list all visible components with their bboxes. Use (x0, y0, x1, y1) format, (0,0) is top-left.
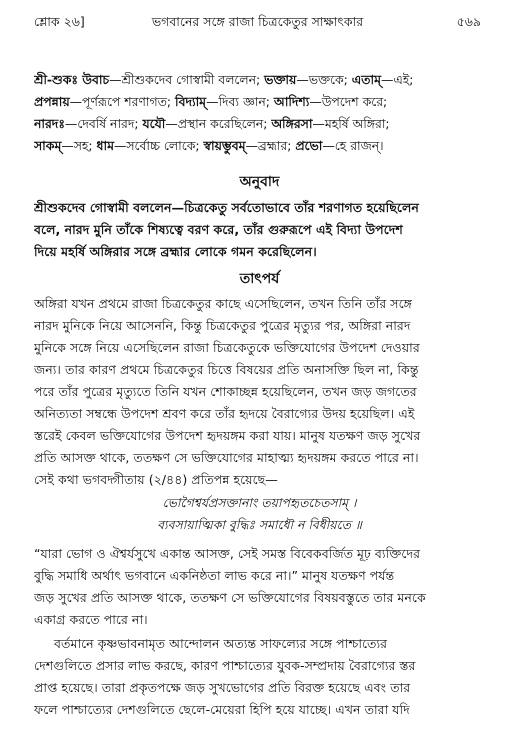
synonym-term: প্রভো (295, 138, 323, 153)
purport-line: পরে তাঁর পুত্রের মৃত্যুতে তিনি যখন শোকাচ্ছন্ন হয়েছিলেন, তখন জড় জগতের (34, 384, 417, 399)
purport-line: দেশগুলিতে প্রসার লাভ করছে, কারণ পাশ্চাত্যের যুবক-সম্প্রদায় বৈরাগ্যের স্তর (34, 658, 416, 673)
synonym-term: আদিশ্য (273, 94, 310, 109)
page-number: ৫৬৯ (456, 14, 481, 29)
purport-line: সেই কথা ভগবদ্গীতায় (২/৪৪) প্রতিপন্ন হয়েছে— (34, 472, 278, 487)
synonym-term: প্রপন্নায় (34, 94, 70, 109)
synonym-meaning: —দেবর্ষি নারদ; (64, 116, 143, 131)
synonym-meaning: —ভক্তকে; (296, 72, 352, 87)
synonym-line (34, 69, 485, 91)
synonym-term: শ্রী-শুকঃ উবাচ (34, 72, 110, 87)
synonym-meaning: —উপদেশ করে; (309, 94, 388, 109)
chapter-title: ভগবানের সঙ্গে রাজা চিত্রকেতুর সাক্ষাৎকার (151, 14, 364, 29)
synonym-meaning: —প্রস্থান করেছিলেন; (165, 116, 272, 131)
synonym-term: যযৌ (142, 116, 166, 131)
synonym-meaning: —ব্রহ্মার; (245, 138, 296, 153)
translation-heading: অনুবাদ (239, 174, 280, 190)
synonym-meaning: —হে রাজন্। (322, 138, 384, 153)
purport-line: জড় সুখের প্রতি আসক্ত থাকে, ততক্ষণ সে ভক্তিযোগের বিষয়বস্তুতে তার মনকে (34, 590, 426, 605)
purport-line: প্রতি আসক্ত থাকে, ততক্ষণ সে ভক্তিযোগের মাহাত্ম্য হৃদয়ঙ্গম করতে পারে না। (34, 450, 419, 465)
synonym-meaning: —দিব্য জ্ঞান; (206, 94, 274, 109)
running-header (34, 14, 481, 32)
purport-line: নারদ মুনিকে নিয়ে আসেননি, কিন্তু চিত্রকেতুর পুত্রের মৃত্যুর পর, অঙ্গিরা নারদ (34, 318, 411, 333)
purport-line: প্রাপ্ত হয়েছে। তারা প্রকৃতপক্ষে জড় সুখভোগের প্রতি বিরক্ত হয়েছে এবং তার (34, 680, 411, 695)
purport-line: বুদ্ধি সমাধি অর্থাৎ ভগবানে একনিষ্ঠতা লাভ করে না।” মানুষ যতক্ষণ পর্যন্ত (34, 568, 395, 583)
synonym-meaning: —সহ; (61, 138, 97, 153)
synonym-term: ভক্তায় (264, 72, 297, 87)
purport-line: বর্তমানে কৃষ্ণভাবনামৃত আন্দোলন অত্যন্ত সাফল্যের সঙ্গে পাশ্চাত্যের (34, 636, 388, 651)
synonym-line (34, 113, 485, 135)
synonym-term: সাকম্ (34, 138, 62, 153)
purport-line: অঙ্গিরা যখন প্রথমে রাজা চিত্রকেতুর কাছে এসেছিলেন, তখন তিনি তাঁর সঙ্গে (34, 296, 413, 311)
purport-line: একাগ্র করতে পারে না। (34, 612, 148, 627)
purport-line: “যারা ভোগ ও ঐশ্বর্যসুখে একান্ত আসক্ত, সেই সমস্ত বিবেকবর্জিত মূঢ় ব্যক্তিদের (34, 546, 421, 561)
synonym-term: স্বায়ম্ভুবম্ (203, 138, 246, 153)
synonym-term: এতাম্ (351, 72, 381, 87)
verse-line: ব্যবসায়াত্মিকা বুদ্ধিঃ সমাধৌ ন বিধীয়তে ॥ (157, 517, 362, 532)
synonym-line (34, 91, 485, 113)
synonym-term: ধাম (96, 138, 114, 153)
synonym-term: নারদঃ (34, 116, 65, 131)
synonym-meaning: —এই; (380, 72, 414, 87)
translation-line: দিয়ে মহর্ষি অঙ্গিরার সঙ্গে ব্রহ্মার লোকে গমন করেছিলেন। (34, 244, 317, 259)
synonym-meaning: —সর্বোচ্চ লোকে; (113, 138, 204, 153)
purport-line: অনিত্যতা সম্বন্ধে উপদেশ শ্রবণ করে তাঁর হৃদয়ে বৈরাগ্যের উদয় হয়েছিল। এই (34, 406, 415, 421)
synonym-meaning: —শ্রীশুকদেব গোস্বামী বললেন; (109, 72, 265, 87)
synonym-meaning: —পূর্ণরূপে শরণাগত; (69, 94, 176, 109)
translation-line: বলে, নারদ মুনি তাঁকে শিষ্যত্বে বরণ করে, তাঁর গুরুরূপে এই বিদ্যা উপদেশ (34, 222, 403, 237)
purport-line: স্তরেই কেবল ভক্তিযোগের উপদেশ হৃদয়ঙ্গম করা যায়। মানুষ যতক্ষণ জড় সুখের (34, 428, 421, 443)
verse-reference: শ্লোক ২৬] (34, 14, 85, 29)
synonym-term: অঙ্গিরসা (271, 116, 313, 131)
synonym-line (34, 135, 485, 157)
synonym-meaning: —মহর্ষি অঙ্গিরা; (312, 116, 390, 131)
synonym-term: বিদ্যাম্ (175, 94, 207, 109)
purport-heading: তাৎপর্য (239, 271, 280, 287)
translation-line: শ্রীশুকদেব গোস্বামী বললেন—চিত্রকেতু সর্বতোভাবে তাঁর শরণাগত হয়েছিলেন (34, 200, 419, 215)
purport-line: মুনিকে সঙ্গে নিয়ে এসেছিলেন রাজা চিত্রকেতুকে ভক্তিযোগের উপদেশ দেওয়ার (34, 340, 420, 355)
verse-line: ভোগৈশ্বর্যপ্রসক্তানাং তয়াপহৃতচেতসাম্ । (162, 495, 357, 510)
purport-line: জন্য। তার কারণ প্রথমে চিত্রকেতুর চিত্তে বিষয়ের প্রতি অনাসক্তি ছিল না, কিন্তু (34, 362, 419, 377)
purport-line: ফলে পাশ্চাত্যের দেশগুলিতে ছেলে-মেয়েরা হিপি হয়ে যাচ্ছে। এখন তারা যদি (34, 702, 410, 717)
